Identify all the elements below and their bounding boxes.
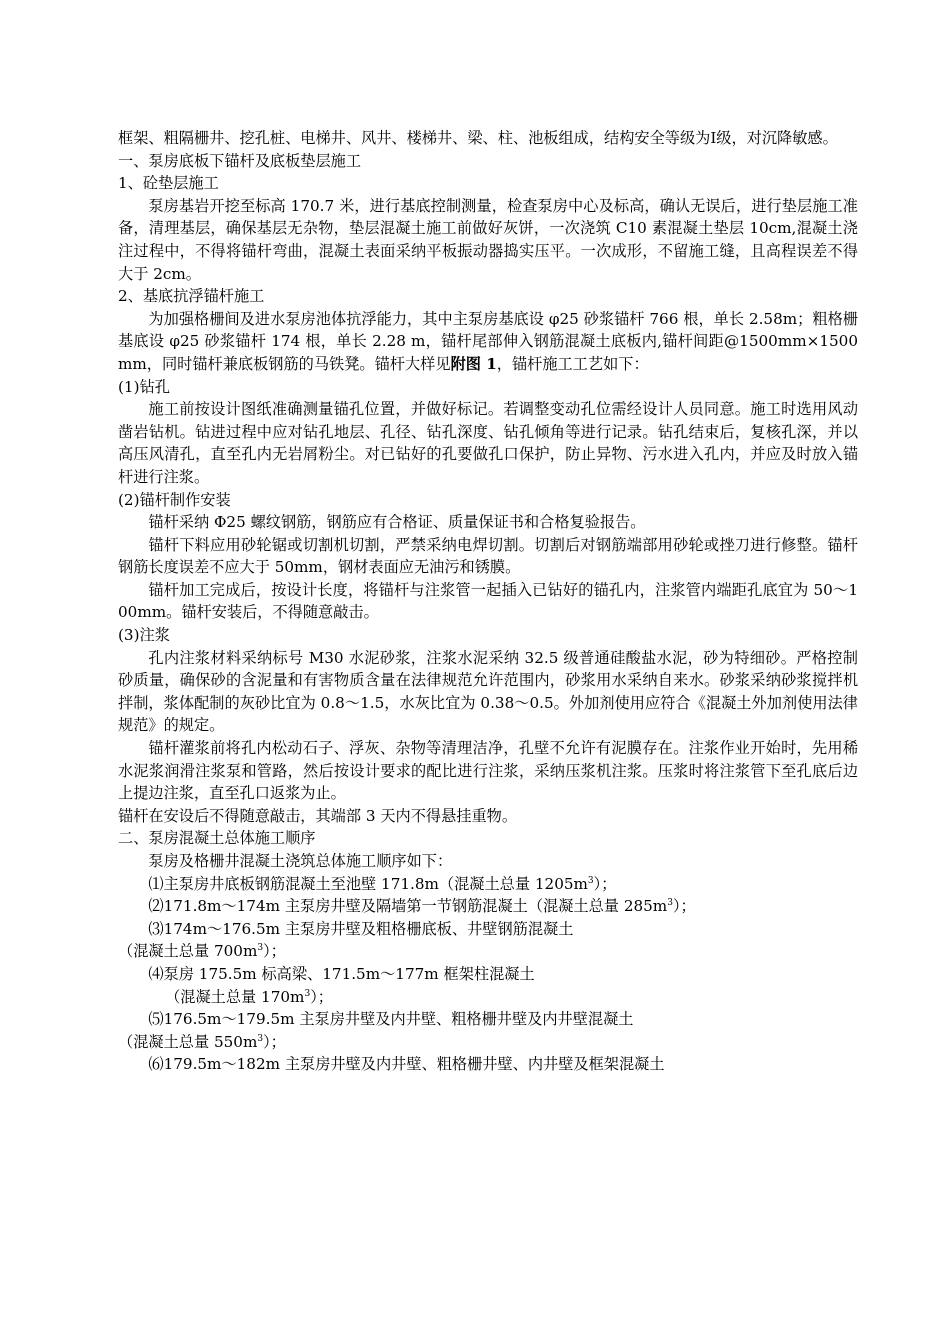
grouting-paragraph-3: 锚杆在安设后不得随意敲击，其端部 3 天内不得悬挂重物。 [118,806,518,825]
sequence-item-5-volume: （混凝土总量 $550m^3$）； [118,1032,286,1051]
anchor-intro-text: 为加强格栅间及进水泵房池体抗浮能力，其中主泵房基底设 φ25 砂浆锚杆 766 根，单长 2.58m；粗格栅基底设 φ25 砂浆锚杆 174 根，单长 2.28 m，锚杆尾部伸入钢筋混凝土底板内,锚杆间距@1500mm×1500mm，同时锚杆兼底板钢筋的马铁凳。锚杆大样见 [118,309,858,373]
install-paragraph-1: 锚杆采纳 Φ25 螺纹钢筋，钢筋应有合格证、质量保证书和合格复验报告。 [148,513,646,532]
sequence-item-4: ⑷泵房 175.5m 标高梁、171.5m～177m 框架柱混凝土 [148,964,535,983]
step-heading-drilling: (1)钻孔 [118,377,170,396]
document-page [118,127,858,1076]
install-paragraph-2: 锚杆下料应用砂轮锯或切割机切割，严禁采纳电焊切割。切割后对钢筋端部用砂轮或挫刀进行修整。锚杆钢筋长度误差不应大于 50mm，钢材表面应无油污和锈膜。 [118,535,858,577]
install-paragraph-3: 锚杆加工完成后，按设计长度，将锚杆与注浆管一起插入已钻好的锚孔内，注浆管内端距孔底宜为 50～100mm。锚杆安装后，不得随意敲击。 [118,580,858,622]
sequence-intro: 泵房及格栅井混凝土浇筑总体施工顺序如下： [148,852,453,870]
sequence-item-6: ⑹179.5m～182m 主泵房井壁及内井壁、粗格栅井壁、内井壁及框架混凝土 [148,1055,665,1074]
sequence-item-2: ⑵171.8m～174m 主泵房井壁及隔墙第一节钢筋混凝土（混凝土总量 $285m^3$）； [148,897,696,916]
anchor-intro-paragraph [118,308,858,376]
cushion-paragraph: 泵房基岩开挖至标高 170.7 米，进行基底控制测量，检查泵房中心及标高，确认无误后，进行垫层施工准备，清理基层，确保基层无杂物，垫层混凝土施工前做好灰饼，一次浇筑 C10 素混凝土垫层 10cm,混凝土浇注过程中，不得将锚杆弯曲，混凝土表面采纳平板振动器捣实压平。一次成形，不留施工缝，且高程误差不得大于 2cm。 [118,196,858,283]
grouting-paragraph-1: 孔内注浆材料采纳标号 M30 水泥砂浆，注浆水泥采纳 32.5 级普通硅酸盐水泥，砂为特细砂。严格控制砂质量，确保砂的含泥量和有害物质含量在法律规范允许范围内，砂浆用水采纳自来水。砂浆采纳砂浆搅拌机拌制，浆体配制的灰砂比宜为 0.8～1.5，水灰比宜为 0.38～0.5。外加剂使用应符合《混凝土外加剂使用法律规范》的规定。 [118,648,858,735]
grouting-paragraph-2: 锚杆灌浆前将孔内松动石子、浮灰、杂物等清理洁净，孔壁不允许有泥膜存在。注浆作业开始时，先用稀水泥浆润滑注浆泵和管路，然后按设计要求的配比进行注浆，采纳压浆机注浆。压浆时将注浆管下至孔底后边上提边注浆，直至孔口返浆为止。 [118,739,858,803]
subsection-heading-1: 1、砼垫层施工 [118,174,219,193]
anchor-intro-tail: ，锚杆施工工艺如下： [496,354,649,373]
section-heading-1: 一、泵房底板下锚杆及底板垫层施工 [118,151,361,170]
sequence-item-1: ⑴主泵房井底板钢筋混凝土至池壁 171.8m（混凝土总量 $1205m^3$）； [148,874,617,893]
sequence-item-5: ⑸176.5m～179.5m 主泵房井壁及内井壁、粗格栅井壁及内井壁混凝土 [148,1010,634,1029]
step-heading-grouting: (3)注浆 [118,626,170,645]
intro-paragraph: 框架、粗隔栅井、挖孔桩、电梯井、风井、楼梯井、梁、柱、池板组成，结构安全等级为Ⅰ级，对沉降敏感。 [118,129,838,147]
sequence-item-3: ⑶174m～176.5m 主泵房井壁及粗格栅底板、井壁钢筋混凝土 [148,919,574,938]
sequence-item-3-volume: （混凝土总量 $700m^3$）； [118,942,286,961]
drilling-paragraph: 施工前按设计图纸准确测量锚孔位置，并做好标记。若调整变动孔位需经设计人员同意。施工时选用风动凿岩钻机。钻进过程中应对钻孔地层、孔径、钻孔深度、钻孔倾角等进行记录。钻孔结束后，复核孔深，并以高压风清孔，直至孔内无岩屑粉尘。对已钻好的孔要做孔口保护，防止异物、污水进入孔内，并应及时放入锚杆进行注浆。 [118,400,858,486]
figure-reference: 附图 1 [450,354,497,373]
section-heading-2: 二、泵房混凝土总体施工顺序 [118,829,316,848]
step-heading-install: (2)锚杆制作安装 [118,490,231,509]
sequence-item-4-volume: （混凝土总量 $170m^3$）； [165,987,333,1006]
subsection-heading-2: 2、基底抗浮锚杆施工 [118,287,265,306]
